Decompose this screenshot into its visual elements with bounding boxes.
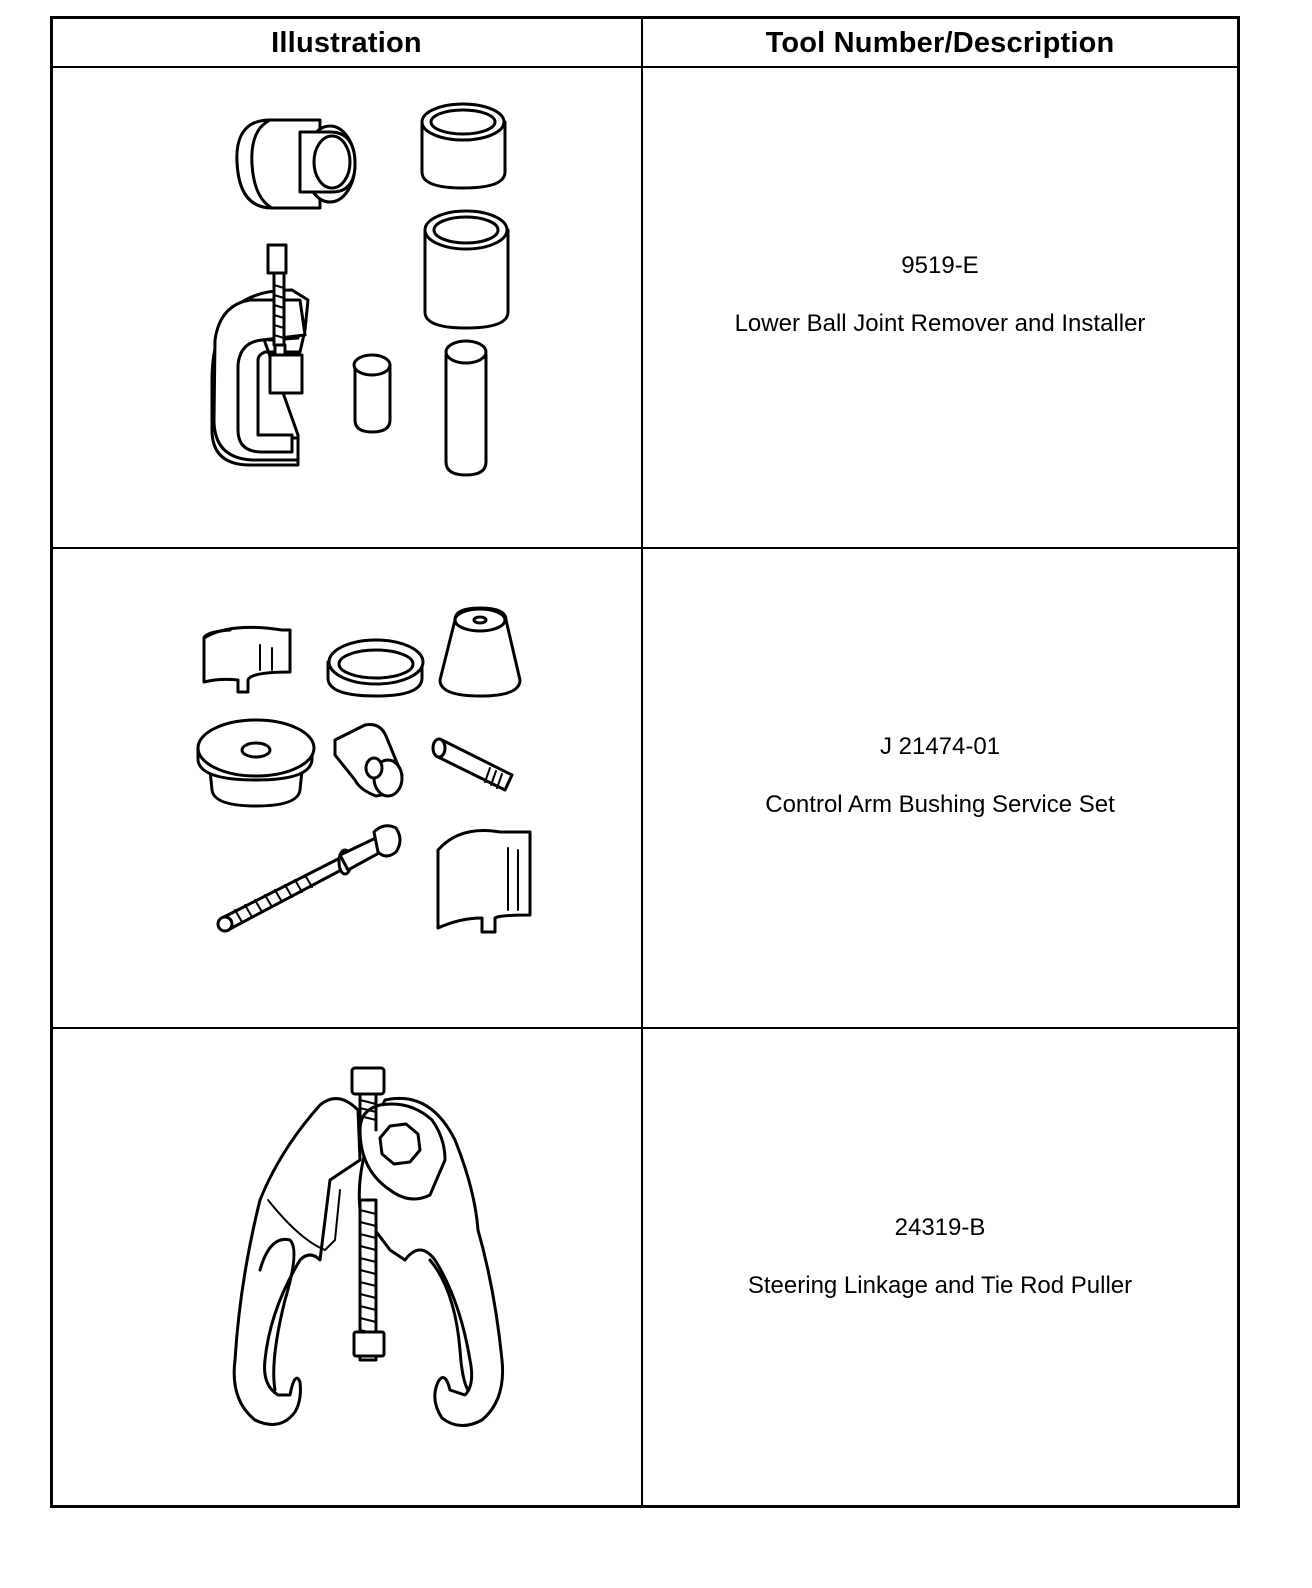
- tie-rod-puller-illustration: [220, 1060, 520, 1450]
- header-illustration: Illustration: [271, 27, 422, 59]
- header-tool-description: Tool Number/Description: [765, 27, 1115, 59]
- row-2-description-cell: [643, 733, 1237, 819]
- tool-number: J 21474-01: [879, 733, 1001, 760]
- bushing-service-set-illustration: [190, 600, 540, 940]
- row-divider-1: [50, 547, 1240, 549]
- tool-description: Steering Linkage and Tie Rod Puller: [747, 1272, 1133, 1299]
- ball-joint-remover-illustration: [180, 90, 560, 510]
- tool-description: Control Arm Bushing Service Set: [765, 791, 1115, 818]
- tool-number: 24319-B: [894, 1214, 986, 1241]
- row-1-description-cell: [643, 252, 1237, 338]
- tool-description: Lower Ball Joint Remover and Installer: [734, 310, 1146, 337]
- tool-number: 9519-E: [901, 252, 979, 279]
- row-divider-2: [50, 1027, 1240, 1029]
- row-3-description-cell: [643, 1214, 1237, 1300]
